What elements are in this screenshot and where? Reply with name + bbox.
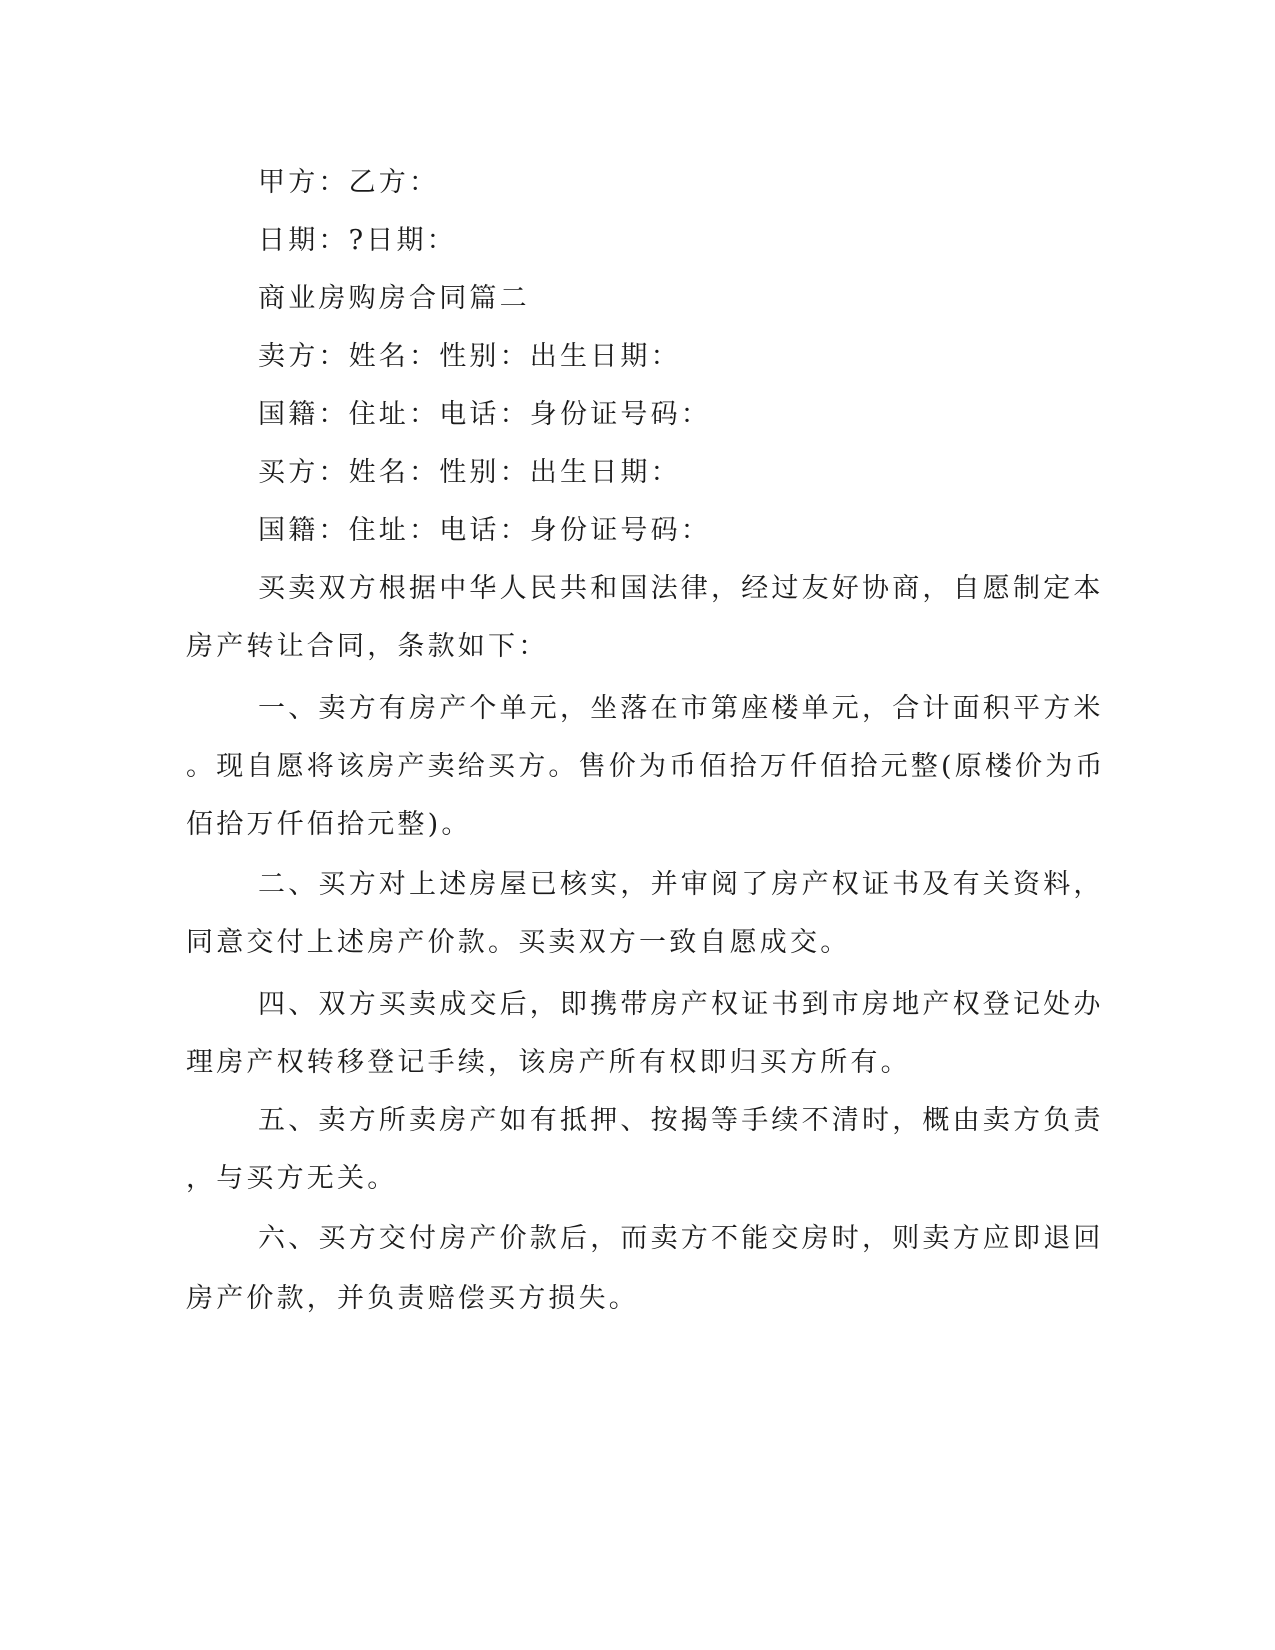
signature-dates-line: 日期：?日期： (258, 225, 457, 256)
clause-4-line-2: 理房产权转移登记手续，该房产所有权即归买方所有。 (186, 1047, 911, 1078)
clause-1-line-2: 。现自愿将该房产卖给买方。售价为币佰拾万仟佰拾元整(原楼价为币 (186, 751, 1106, 782)
buyer-info-line-2: 国籍：住址：电话：身份证号码： (258, 515, 711, 546)
clause-6-line-1: 六、买方交付房产价款后，而卖方不能交房时，则卖方应即退回 (258, 1223, 1104, 1254)
clause-5-line-1: 五、卖方所卖房产如有抵押、按揭等手续不清时，概由卖方负责 (258, 1105, 1104, 1136)
intro-paragraph-line-2: 房产转让合同，条款如下： (186, 631, 549, 662)
clause-2-line-2: 同意交付上述房产价款。买卖双方一致自愿成交。 (186, 927, 851, 958)
clause-6-line-2: 房产价款，并负责赔偿买方损失。 (186, 1283, 639, 1314)
clause-2-line-1: 二、买方对上述房屋已核实，并审阅了房产权证书及有关资料， (258, 869, 1104, 900)
clause-4-line-1: 四、双方买卖成交后，即携带房产权证书到市房地产权登记处办 (258, 989, 1104, 1020)
buyer-info-line-1: 买方：姓名：性别：出生日期： (258, 457, 681, 488)
section-title: 商业房购房合同篇二 (258, 283, 530, 314)
seller-info-line-2: 国籍：住址：电话：身份证号码： (258, 399, 711, 430)
intro-paragraph-line-1: 买卖双方根据中华人民共和国法律，经过友好协商，自愿制定本 (258, 573, 1104, 604)
clause-1-line-3: 佰拾万仟佰拾元整)。 (186, 809, 472, 840)
signature-parties-line: 甲方：乙方： (258, 167, 440, 198)
clause-5-line-2: ，与买方无关。 (186, 1163, 398, 1194)
seller-info-line-1: 卖方：姓名：性别：出生日期： (258, 341, 681, 372)
clause-1-line-1: 一、卖方有房产个单元，坐落在市第座楼单元，合计面积平方米 (258, 693, 1104, 724)
